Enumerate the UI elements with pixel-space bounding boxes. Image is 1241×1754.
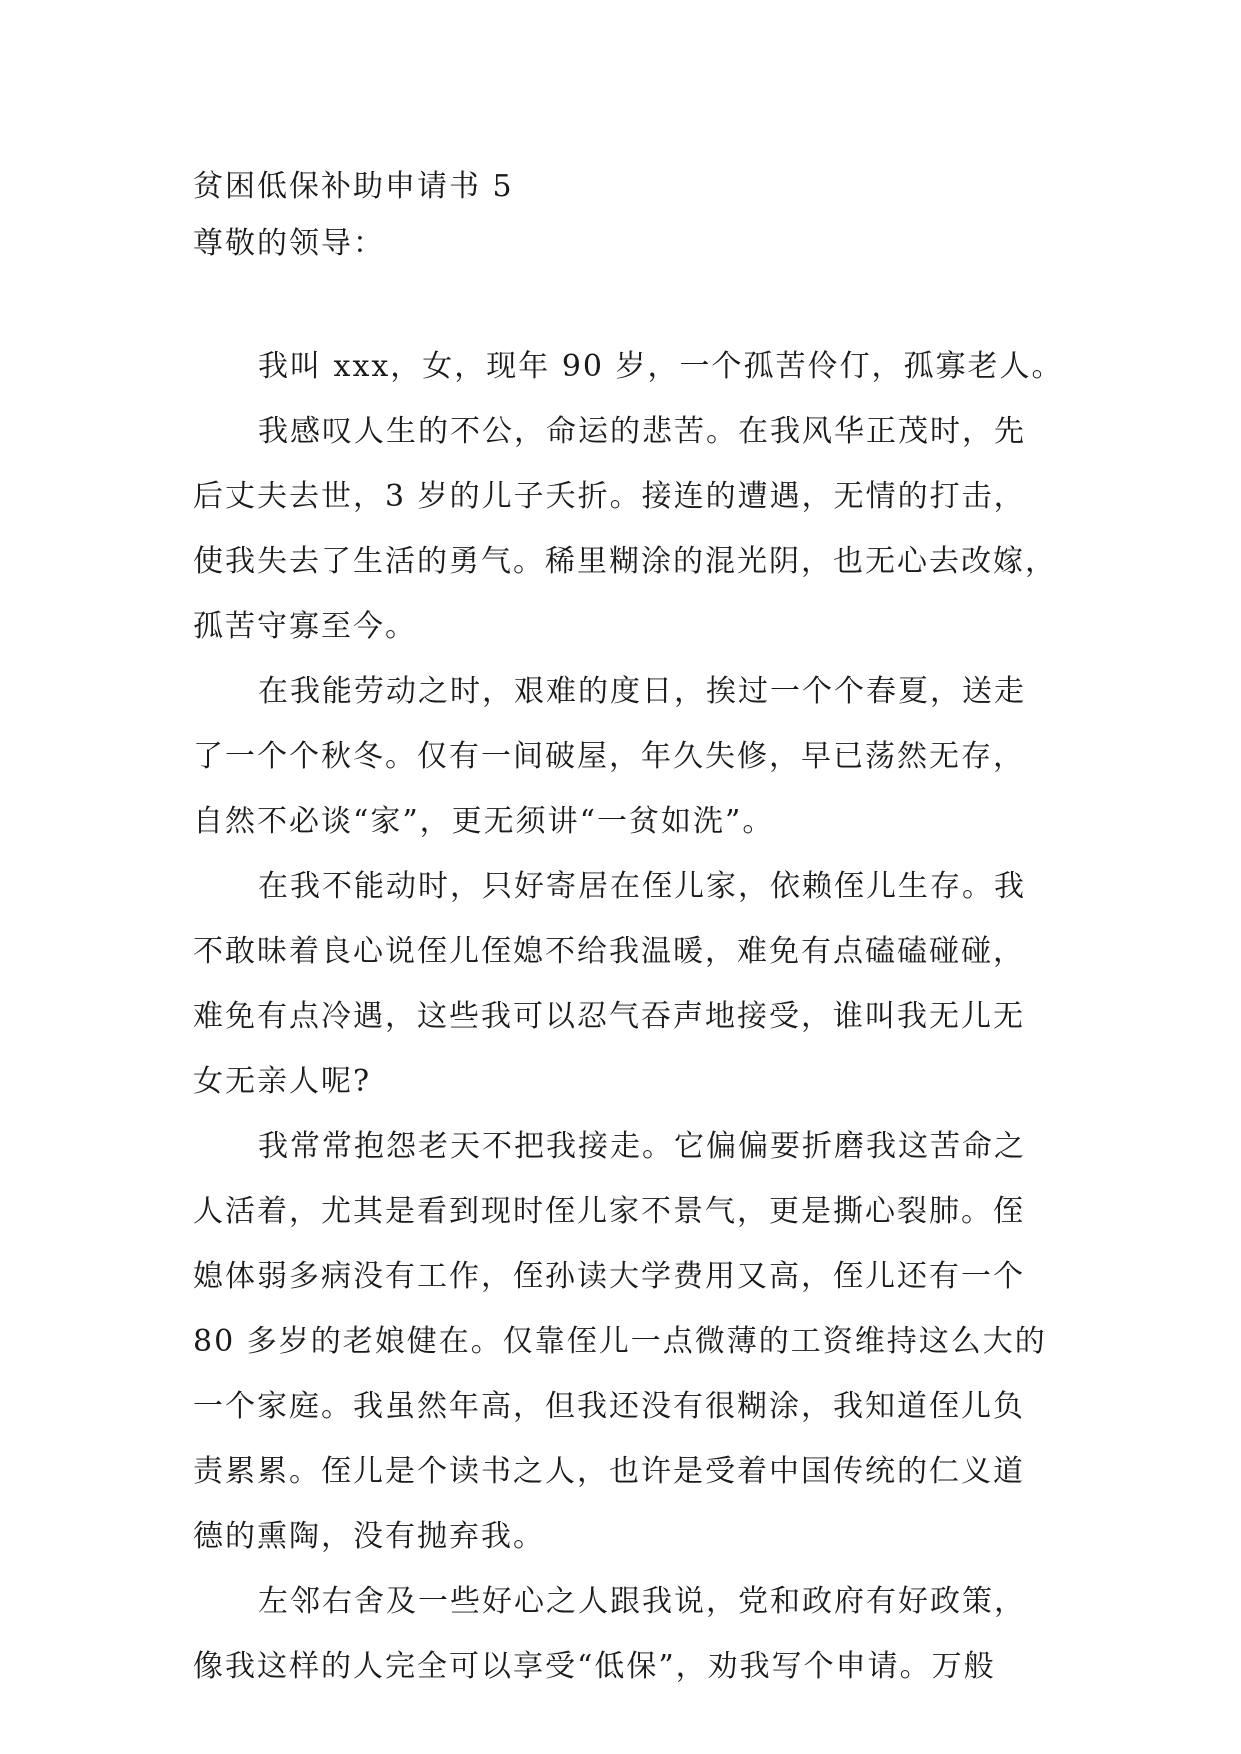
salutation: 尊敬的领导： (193, 226, 385, 261)
text-line: 像我这样的人完全可以享受“低保”，劝我写个申请。万般 (193, 1649, 996, 1684)
text-line: 在我能劳动之时，艰难的度日，挨过一个个春夏，送走 (258, 674, 1026, 709)
text-line: 女无亲人呢? (193, 1064, 372, 1099)
text-line: 了一个个秋冬。仅有一间破屋，年久失修，早已荡然无存， (193, 739, 1025, 774)
text-line: 责累累。侄儿是个读书之人，也许是受着中国传统的仁义道 (193, 1454, 1025, 1489)
text-line: 我叫 xxx，女，现年 90 岁，一个孤苦伶仃，孤寡老人。 (258, 349, 1064, 384)
document-title: 贫困低保补助申请书 5 (193, 169, 514, 204)
text-line: 我感叹人生的不公，命运的悲苦。在我风华正茂时，先 (258, 414, 1026, 449)
text-line: 德的熏陶，没有抛弃我。 (193, 1519, 545, 1554)
text-line: 后丈夫去世，3 岁的儿子夭折。接连的遭遇，无情的打击， (193, 479, 1026, 514)
text-line: 不敢昧着良心说侄儿侄媳不给我温暖，难免有点磕磕碰碰， (193, 934, 1025, 969)
text-line: 一个家庭。我虽然年高，但我还没有很糊涂，我知道侄儿负 (193, 1389, 1025, 1424)
text-line: 我常常抱怨老天不把我接走。它偏偏要折磨我这苦命之 (258, 1129, 1026, 1164)
text-line: 人活着，尤其是看到现时侄儿家不景气，更是撕心裂肺。侄 (193, 1194, 1025, 1229)
text-line: 80 多岁的老娘健在。仅靠侄儿一点微薄的工资维持这么大的 (193, 1324, 1047, 1359)
text-line: 媳体弱多病没有工作，侄孙读大学费用又高，侄儿还有一个 (193, 1259, 1025, 1294)
text-line: 孤苦守寡至今。 (193, 609, 417, 644)
text-line: 左邻右舍及一些好心之人跟我说，党和政府有好政策， (258, 1584, 1026, 1619)
text-line: 在我不能动时，只好寄居在侄儿家，依赖侄儿生存。我 (258, 869, 1026, 904)
document-body (193, 345, 1064, 1710)
text-line: 难免有点冷遇，这些我可以忍气吞声地接受，谁叫我无儿无 (193, 999, 1025, 1034)
text-line: 自然不必谈“家”，更无须讲“一贫如洗”。 (193, 804, 775, 839)
text-line: 使我失去了生活的勇气。稀里糊涂的混光阴，也无心去改嫁， (193, 544, 1057, 579)
